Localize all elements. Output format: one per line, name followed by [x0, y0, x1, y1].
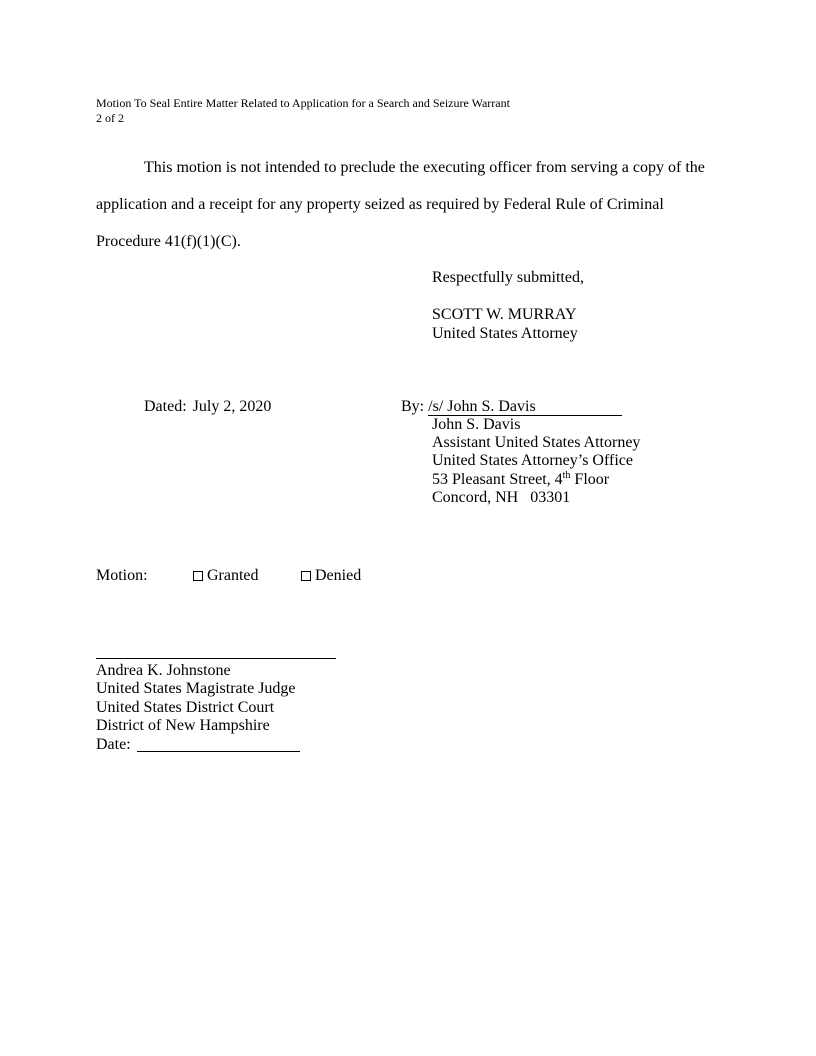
judge-district: District of New Hampshire — [96, 717, 270, 734]
signature-field — [428, 399, 622, 416]
street-ordinal: th — [562, 470, 571, 481]
dated-block — [144, 397, 271, 417]
document-header-title: Motion To Seal Entire Matter Related to Application for a Search and Seizure Warrant — [96, 96, 510, 110]
signature-text: /s/ John S. Davis — [428, 398, 536, 415]
street-prefix: 53 Pleasant Street, 4 — [432, 471, 563, 488]
body-paragraph-line-3: Procedure 41(f)(1)(C). — [96, 233, 241, 250]
closing-text: Respectfully submitted, — [432, 269, 584, 286]
signature-by-line — [401, 397, 622, 417]
judge-title: United States Magistrate Judge — [96, 680, 296, 697]
judge-date-row — [96, 736, 300, 755]
signer-city: Concord, NH 03301 — [432, 489, 571, 506]
denied-checkbox[interactable] — [301, 571, 311, 581]
signer-name: John S. Davis — [432, 416, 521, 433]
by-label: By: — [401, 398, 425, 415]
judge-court: United States District Court — [96, 699, 275, 716]
denied-label: Denied — [315, 567, 362, 584]
denied-option[interactable] — [301, 566, 361, 586]
granted-label: Granted — [207, 567, 259, 584]
signer-title: Assistant United States Attorney — [432, 434, 641, 451]
dated-label: Dated: — [144, 398, 187, 415]
signer-office: United States Attorney’s Office — [432, 452, 633, 469]
judge-date-line — [137, 737, 300, 752]
judge-date-label: Date: — [96, 736, 131, 753]
signer-street — [432, 471, 609, 490]
attorney-title: United States Attorney — [432, 325, 578, 342]
granted-checkbox[interactable] — [193, 571, 203, 581]
judge-name: Andrea K. Johnstone — [96, 662, 231, 679]
body-paragraph-line-2: application and a receipt for any property seized as required by Federal Rule of Criminal — [96, 196, 664, 213]
street-suffix: Floor — [570, 471, 610, 488]
body-paragraph-line-1: This motion is not intended to preclude the executing officer from serving a copy of the — [144, 159, 705, 176]
judge-signature-line — [96, 658, 336, 659]
attorney-name: SCOTT W. MURRAY — [432, 306, 577, 323]
page-number: 2 of 2 — [96, 111, 124, 125]
motion-label: Motion: — [96, 567, 148, 584]
dated-value: July 2, 2020 — [192, 398, 272, 415]
granted-option[interactable] — [193, 566, 259, 586]
